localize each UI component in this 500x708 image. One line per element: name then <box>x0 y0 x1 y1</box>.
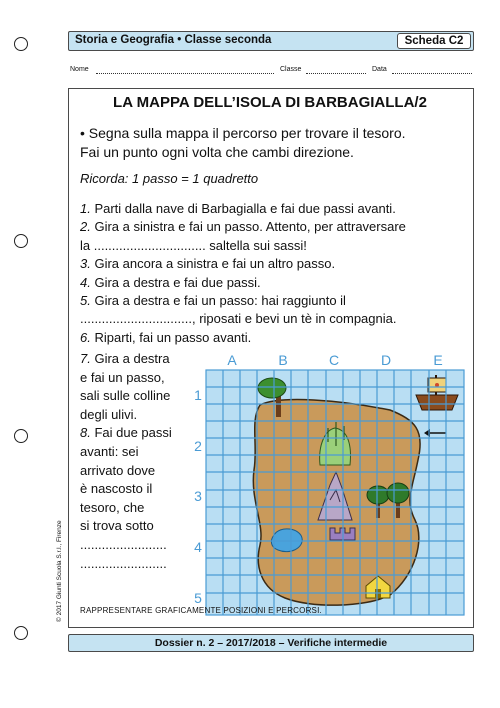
side-line: 7. Gira a destra <box>80 351 170 366</box>
step-line: ..............................., riposati e bevi un tè in compagnia. <box>80 311 397 327</box>
intro-line-1: • Segna sulla mappa il percorso per trovare il tesoro. <box>80 125 406 141</box>
page-title: LA MAPPA DELL’ISOLA DI BARBAGIALLA/2 <box>113 94 427 111</box>
column-label-e: E <box>433 352 443 368</box>
binder-hole-2 <box>14 234 28 248</box>
lake-icon <box>271 529 302 552</box>
side-line: e fai un passo, <box>80 369 165 385</box>
copyright-note: © 2017 Giunti Scuola S.r.l., Firenze <box>56 520 63 622</box>
binder-hole-3 <box>14 429 28 443</box>
header-bar <box>68 31 474 51</box>
side-steps <box>80 350 190 573</box>
column-label-c: C <box>328 352 340 368</box>
row-label-3: 3 <box>194 488 202 504</box>
row-label-1: 1 <box>194 387 202 403</box>
nome-field[interactable] <box>96 66 274 74</box>
intro-text <box>80 124 470 162</box>
binder-hole-4 <box>14 626 28 640</box>
side-line: sali sulle colline <box>80 388 171 404</box>
row-label-2: 2 <box>194 438 202 454</box>
side-line: avanti: sei <box>80 443 139 459</box>
data-field[interactable] <box>392 66 472 74</box>
side-line: ........................ <box>80 536 167 552</box>
footer-bar: Dossier n. 2 – 2017/2018 – Verifiche intermedie <box>68 634 474 652</box>
side-line: degli ulivi. <box>80 406 138 422</box>
step-line: 3. Gira ancora a sinistra e fai un altro passo. <box>80 256 336 272</box>
step-line: la ............................... saltella sui sassi! <box>80 237 307 253</box>
column-label-d: D <box>380 352 392 368</box>
step-line: 5. Gira a destra e fai un passo: hai raggiunto il <box>80 293 346 309</box>
step-line: 4. Gira a destra e fai due passi. <box>80 274 261 290</box>
scheda-label: Scheda C2 <box>397 33 471 49</box>
step-line: 1. Parti dalla nave di Barbagialla e fai due passi avanti. <box>80 201 396 216</box>
data-label: Data <box>372 66 387 73</box>
side-line: arrivato dove <box>80 462 156 478</box>
side-line: ........................ <box>80 555 167 571</box>
side-line: è nascosto il <box>80 481 153 497</box>
side-line: si trova sotto <box>80 518 154 534</box>
steps-list <box>80 200 470 347</box>
step-line: 6. Riparti, fai un passo avanti. <box>80 329 252 345</box>
intro-line-2: Fai un punto ogni volta che cambi direzione. <box>80 144 354 160</box>
classe-label: Classe <box>280 66 302 73</box>
row-label-4: 4 <box>194 539 202 555</box>
treasure-map <box>190 350 470 620</box>
subject-label: Storia e Geografia • Classe seconda <box>75 34 272 46</box>
column-label-a: A <box>227 352 237 368</box>
binder-hole-1 <box>14 37 28 51</box>
side-line: tesoro, che <box>80 499 145 515</box>
footnote: RAPPRESENTARE GRAFICAMENTE POSIZIONI E PERCORSI. <box>80 606 322 615</box>
classe-field[interactable] <box>306 66 366 74</box>
side-line: 8. Fai due passi <box>80 425 172 441</box>
step-line: 2. Gira a sinistra e fai un passo. Attento, per attraversare <box>80 219 406 235</box>
row-label-5: 5 <box>194 590 202 606</box>
column-label-b: B <box>278 352 288 368</box>
ricorda-note: Ricorda: 1 passo = 1 quadretto <box>80 171 259 186</box>
nome-label: Nome <box>70 66 89 73</box>
